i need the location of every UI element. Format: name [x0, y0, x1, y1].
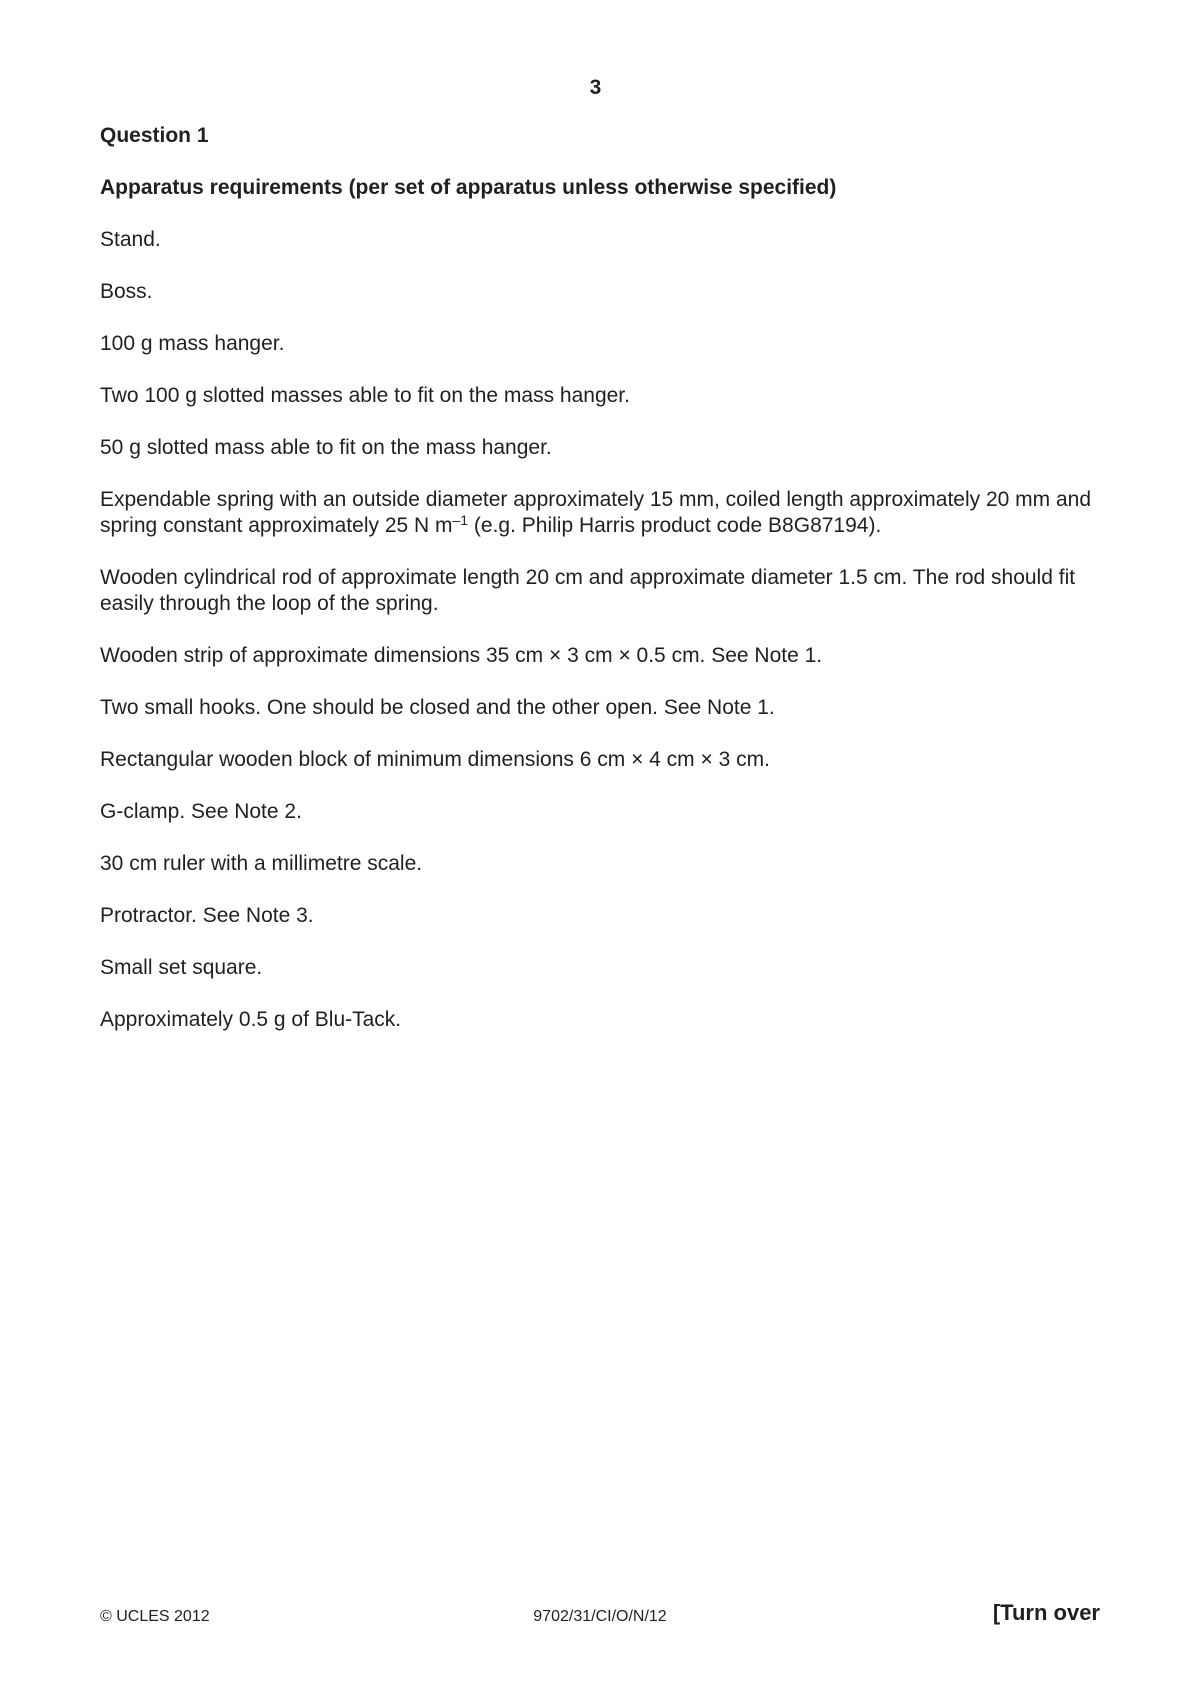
apparatus-item-100g-masses: Two 100 g slotted masses able to fit on the mass hanger. — [100, 384, 630, 407]
question-title: Question 1 — [100, 124, 209, 147]
apparatus-item-blu-tack: Approximately 0.5 g of Blu-Tack. — [100, 1008, 402, 1031]
apparatus-heading: Apparatus requirements (per set of apparatus unless otherwise specified) — [100, 176, 837, 199]
apparatus-item-set-square: Small set square. — [100, 956, 263, 979]
spring-unit-superscript: –1 — [452, 512, 469, 528]
apparatus-item-wooden-block: Rectangular wooden block of minimum dimensions 6 cm × 4 cm × 3 cm. — [100, 748, 770, 771]
document-body — [100, 123, 1100, 1059]
footer-turn-over: [Turn over — [992, 1600, 1100, 1625]
page-footer — [100, 1600, 1100, 1630]
apparatus-item-hooks: Two small hooks. One should be closed and the other open. See Note 1. — [100, 696, 775, 719]
apparatus-item-g-clamp: G-clamp. See Note 2. — [100, 800, 302, 823]
apparatus-item-50g-mass: 50 g slotted mass able to fit on the mass hanger. — [100, 436, 552, 459]
apparatus-item-boss: Boss. — [100, 280, 153, 303]
apparatus-item-spring — [100, 487, 1100, 539]
apparatus-item-mass-hanger: 100 g mass hanger. — [100, 332, 285, 355]
apparatus-item-wooden-strip: Wooden strip of approximate dimensions 35 cm × 3 cm × 0.5 cm. See Note 1. — [100, 644, 823, 667]
page-number: 3 — [589, 76, 602, 99]
footer-copyright: © UCLES 2012 — [100, 1608, 210, 1625]
footer-paper-code: 9702/31/CI/O/N/12 — [533, 1608, 667, 1625]
apparatus-item-protractor: Protractor. See Note 3. — [100, 904, 314, 927]
apparatus-item-ruler: 30 cm ruler with a millimetre scale. — [100, 852, 423, 875]
apparatus-item-stand: Stand. — [100, 228, 161, 251]
spring-text: Expendable spring with an outside diameter approximately 15 mm, coiled length approximately 20 mm and spring constant approximately 25 N m — [100, 488, 1092, 537]
apparatus-item-wooden-rod: Wooden cylindrical rod of approximate length 20 cm and approximate diameter 1.5 cm. The rod should fit easily through the loop of the spring. — [100, 566, 1076, 615]
spring-product-code: (e.g. Philip Harris product code B8G87194). — [468, 514, 882, 537]
